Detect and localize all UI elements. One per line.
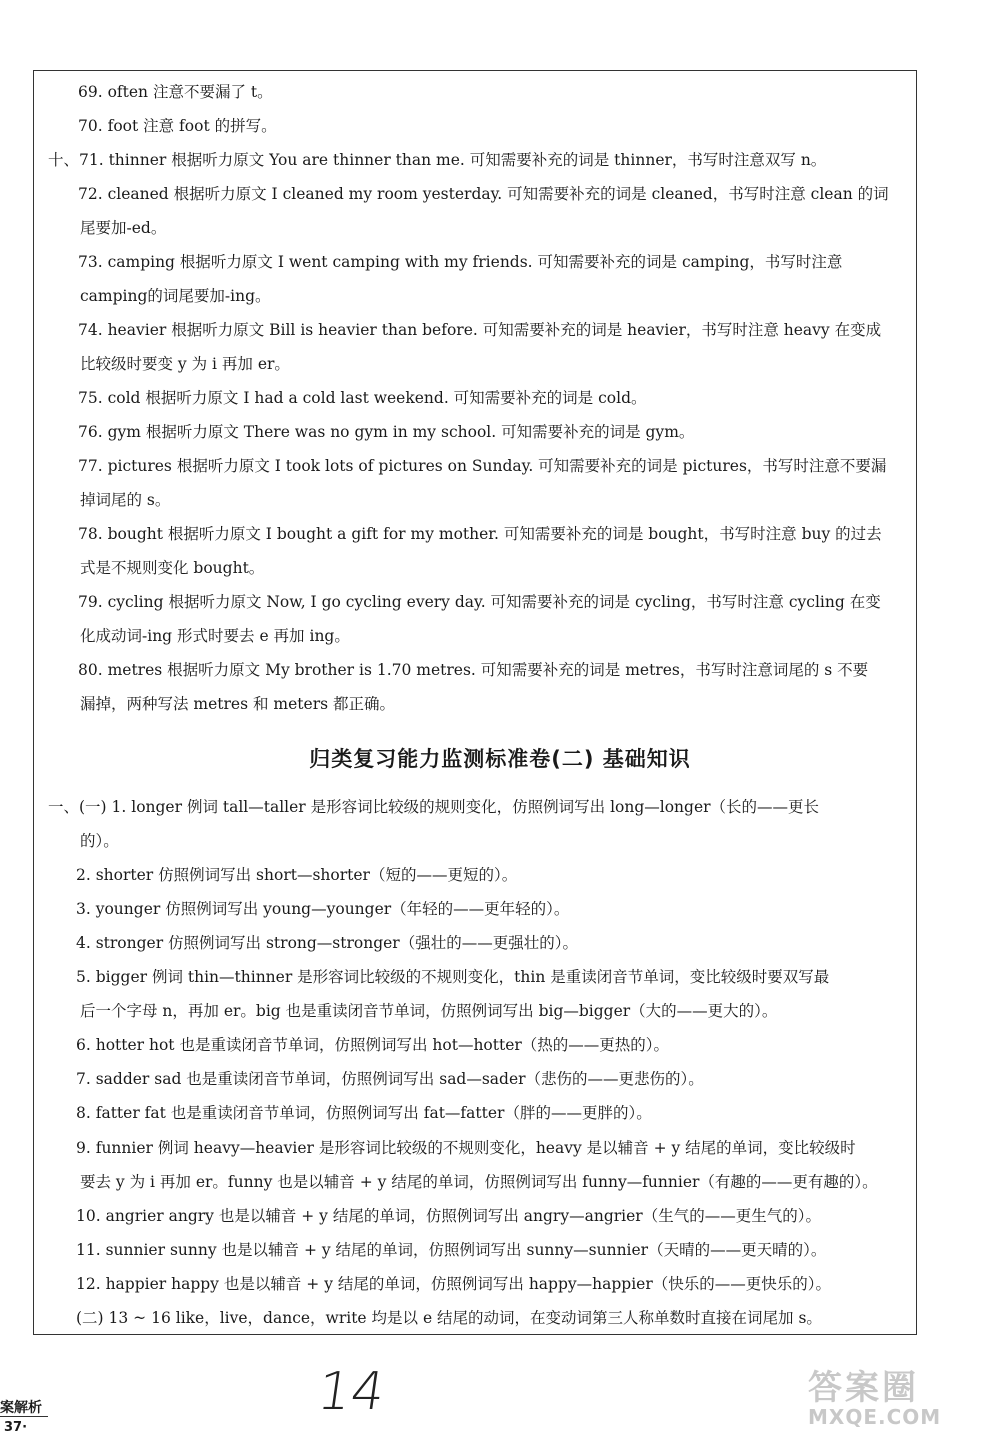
text-line: 11. sunnier sunny 也是以辅音 + y 结尾的单词，仿照例词写出 sunny—sunnier（天晴的——更天晴的）。 <box>76 1241 827 1259</box>
text-line: camping的词尾要加-ing。 <box>80 287 271 305</box>
footer-label: 案解析 <box>0 1400 42 1416</box>
text-line: 漏掉，两种写法 metres 和 meters 都正确。 <box>80 695 395 713</box>
text-line: 76. gym 根据听力原文 There was no gym in my school. 可知需要补充的词是 gym。 <box>78 423 695 441</box>
text-line: (二) 13 ~ 16 like，live，dance，write 均是以 e 结尾的动词，在变动词第三人称单数时直接在词尾加 s。 <box>76 1309 822 1327</box>
text-line: 化成动词-ing 形式时要去 e 再加 ing。 <box>80 627 350 645</box>
text-line: 79. cycling 根据听力原文 Now, I go cycling every day. 可知需要补充的词是 cycling，书写时注意 cycling 在变 <box>78 593 881 611</box>
text-line: 9. funnier 例词 heavy—heavier 是形容词比较级的不规则变化，heavy 是以辅音 + y 结尾的单词，变比较级时 <box>76 1139 856 1157</box>
text-line: 80. metres 根据听力原文 My brother is 1.70 metres. 可知需要补充的词是 metres，书写时注意词尾的 s 不要 <box>78 661 869 679</box>
text-line: 69. often 注意不要漏了 t。 <box>78 83 273 101</box>
text-line: 70. foot 注意 foot 的拼写。 <box>78 117 277 135</box>
text-line: 72. cleaned 根据听力原文 I cleaned my room yesterday. 可知需要补充的词是 cleaned，书写时注意 clean 的词 <box>78 185 889 203</box>
text-line: 式是不规则变化 bought。 <box>80 559 265 577</box>
text-line: 十、71. thinner 根据听力原文 You are thinner than me. 可知需要补充的词是 thinner，书写时注意双写 n。 <box>48 151 827 169</box>
text-line: 78. bought 根据听力原文 I bought a gift for my mother. 可知需要补充的词是 bought，书写时注意 buy 的过去 <box>78 525 882 543</box>
text-line: 10. angrier angry 也是以辅音 + y 结尾的单词，仿照例词写出 angry—angrier（生气的——更生气的）。 <box>76 1207 821 1225</box>
text-line: 一、(一) 1. longer 例词 tall—taller 是形容词比较级的规则变化，仿照例词写出 long—longer（长的——更长 <box>48 798 820 816</box>
text-line: 73. camping 根据听力原文 I went camping with my friends. 可知需要补充的词是 camping，书写时注意 <box>78 253 843 271</box>
watermark-main: 答案圈 <box>808 1368 919 1408</box>
text-line: 比较级时要变 y 为 i 再加 er。 <box>80 355 290 373</box>
text-line: 3. younger 仿照例词写出 young—younger（年轻的——更年轻的）。 <box>76 900 570 918</box>
text-line: 5. bigger 例词 thin—thinner 是形容词比较级的不规则变化，thin 是重读闭音节单词，变比较级时要双写最 <box>76 968 830 986</box>
text-line: 75. cold 根据听力原文 I had a cold last weekend. 可知需要补充的词是 cold。 <box>78 389 647 407</box>
text-line: 12. happier happy 也是以辅音 + y 结尾的单词，仿照例词写出 happy—happier（快乐的——更快乐的）。 <box>76 1275 831 1293</box>
text-line: 后一个字母 n，再加 er。big 也是重读闭音节单词，仿照例词写出 big—bigger（大的——更大的）。 <box>80 1002 778 1020</box>
text-line: 掉词尾的 s。 <box>80 491 171 509</box>
text-line: 2. shorter 仿照例词写出 short—shorter（短的——更短的）。 <box>76 866 518 884</box>
text-line: 4. stronger 仿照例词写出 strong—stronger（强壮的——更强壮的）。 <box>76 934 578 952</box>
text-line: 6. hotter hot 也是重读闭音节单词，仿照例词写出 hot—hotter（热的——更热的）。 <box>76 1036 670 1054</box>
page-number: 37· <box>4 1420 28 1435</box>
handwritten-note: 14 <box>313 1362 389 1422</box>
text-line: 要去 y 为 i 再加 er。funny 也是以辅音 + y 结尾的单词，仿照例词写出 funny—funnier（有趣的——更有趣的）。 <box>80 1173 878 1191</box>
text-line: 8. fatter fat 也是重读闭音节单词，仿照例词写出 fat—fatter（胖的——更胖的）。 <box>76 1104 652 1122</box>
watermark-logo <box>808 1370 978 1430</box>
watermark-sub: MXQE.COM <box>808 1405 942 1429</box>
text-line: 7. sadder sad 也是重读闭音节单词，仿照例词写出 sad—sader（悲伤的——更悲伤的）。 <box>76 1070 704 1088</box>
text-line: 74. heavier 根据听力原文 Bill is heavier than before. 可知需要补充的词是 heavier，书写时注意 heavy 在变成 <box>78 321 882 339</box>
text-line: 尾要加-ed。 <box>80 219 167 237</box>
section-title: 归类复习能力监测标准卷(二) 基础知识 <box>309 747 691 771</box>
text-line: 77. pictures 根据听力原文 I took lots of pictures on Sunday. 可知需要补充的词是 pictures，书写时注意不要漏 <box>78 457 887 475</box>
text-line: 的）。 <box>80 832 119 850</box>
footer-rule <box>0 1416 48 1417</box>
